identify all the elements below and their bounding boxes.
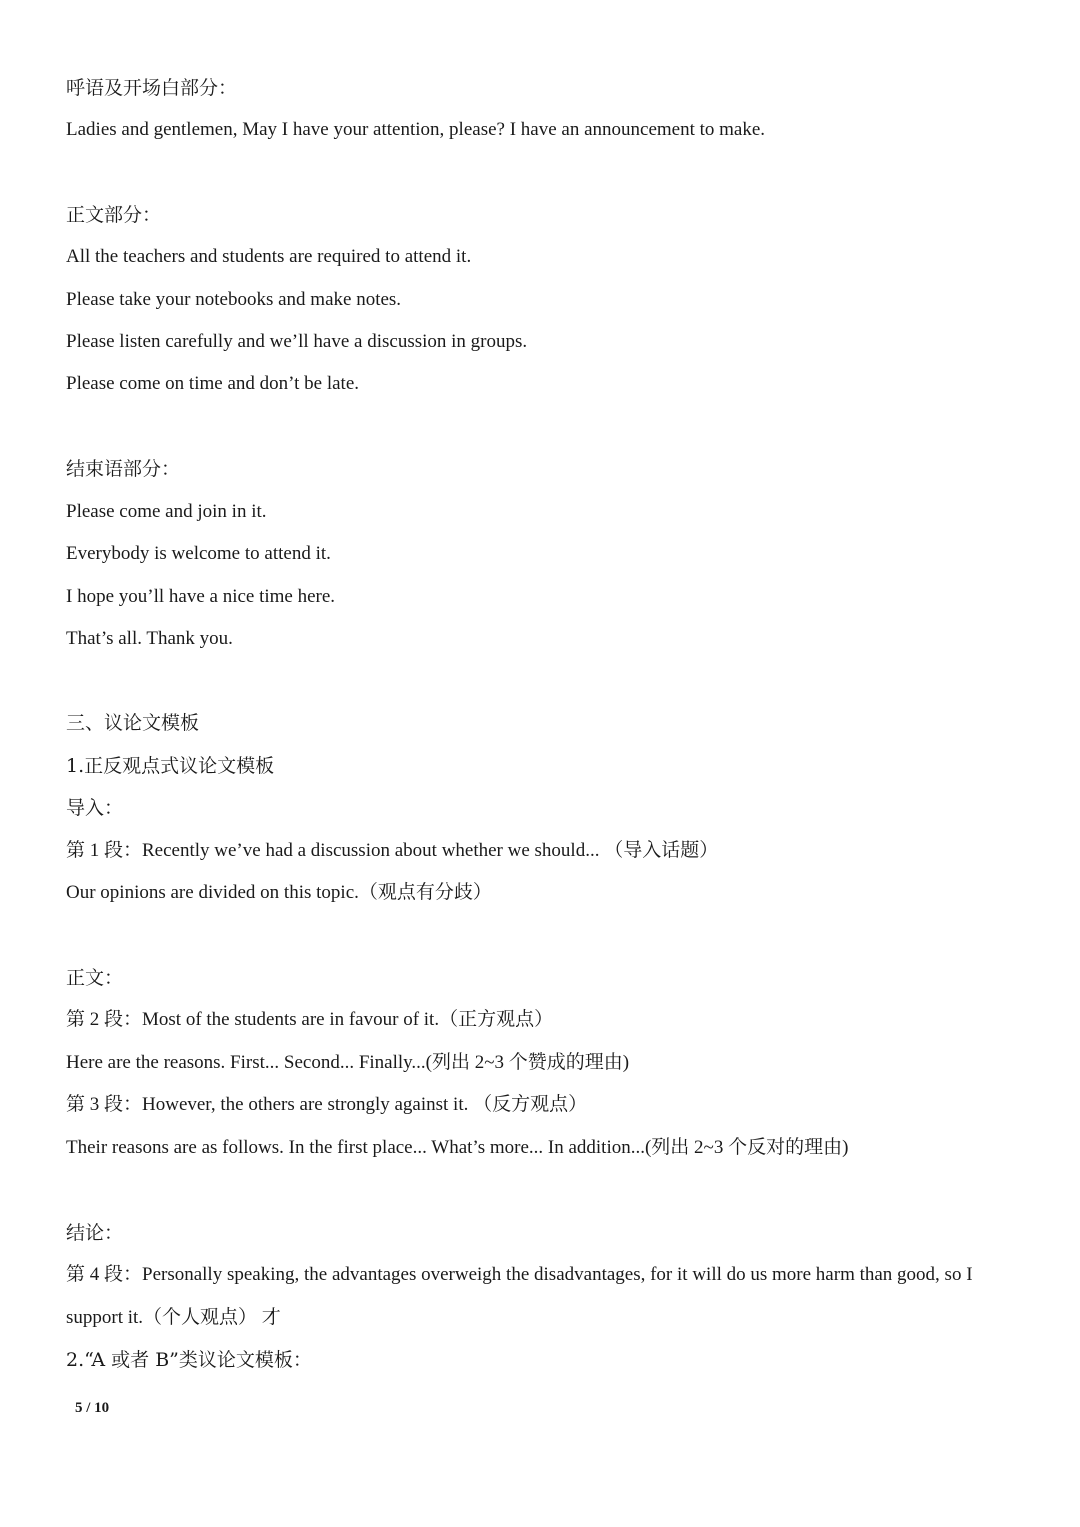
text-line: I hope you’ll have a nice time here. (66, 586, 336, 607)
label-intro: 导入： (66, 797, 124, 819)
text-line: 第 4 段：Personally speaking, the advantages overweigh the disadvantages, for it will do us more harm than good, so I (66, 1264, 973, 1285)
text-line: Their reasons are as follows. In the first place... What’s more... In addition...(列出 2~3 个反对的理由) (66, 1137, 849, 1158)
section-heading-body: 正文部分： (66, 204, 162, 226)
text-line: Please take your notebooks and make notes. (66, 289, 402, 310)
text-line: Please come on time and don’t be late. (66, 373, 360, 394)
subsection-heading: 1.正反观点式议论文模板 (66, 755, 275, 777)
section-heading-argumentative: 三、议论文模板 (66, 712, 200, 734)
section-heading-closing: 结束语部分： (66, 458, 181, 480)
page-number: 5 / 10 (75, 1400, 110, 1416)
text-line: That’s all. Thank you. (66, 628, 233, 649)
subsection-heading: 2.“A 或者 B”类议论文模板： (66, 1349, 312, 1371)
text-line: support it.（个人观点） 才 (66, 1307, 281, 1328)
text-line: All the teachers and students are required to attend it. (66, 246, 472, 267)
text-line: Please listen carefully and we’ll have a discussion in groups. (66, 331, 528, 352)
text-line: Please come and join in it. (66, 501, 267, 522)
text-line: Our opinions are divided on this topic.（观点有分歧） (66, 882, 492, 903)
text-line: Ladies and gentlemen, May I have your attention, please? I have an announcement to make. (66, 119, 766, 140)
text-line: 第 2 段：Most of the students are in favour of it.（正方观点） (66, 1009, 554, 1030)
text-line: Here are the reasons. First... Second... Finally...(列出 2~3 个赞成的理由) (66, 1052, 630, 1073)
label-conclusion: 结论： (66, 1222, 124, 1244)
text-line: Everybody is welcome to attend it. (66, 543, 331, 564)
text-line: 第 3 段：However, the others are strongly against it. （反方观点） (66, 1094, 588, 1115)
text-line: 第 1 段：Recently we’ve had a discussion about whether we should... （导入话题） (66, 840, 719, 861)
label-body: 正文： (66, 967, 124, 989)
section-heading-greeting: 呼语及开场白部分： (66, 77, 238, 99)
